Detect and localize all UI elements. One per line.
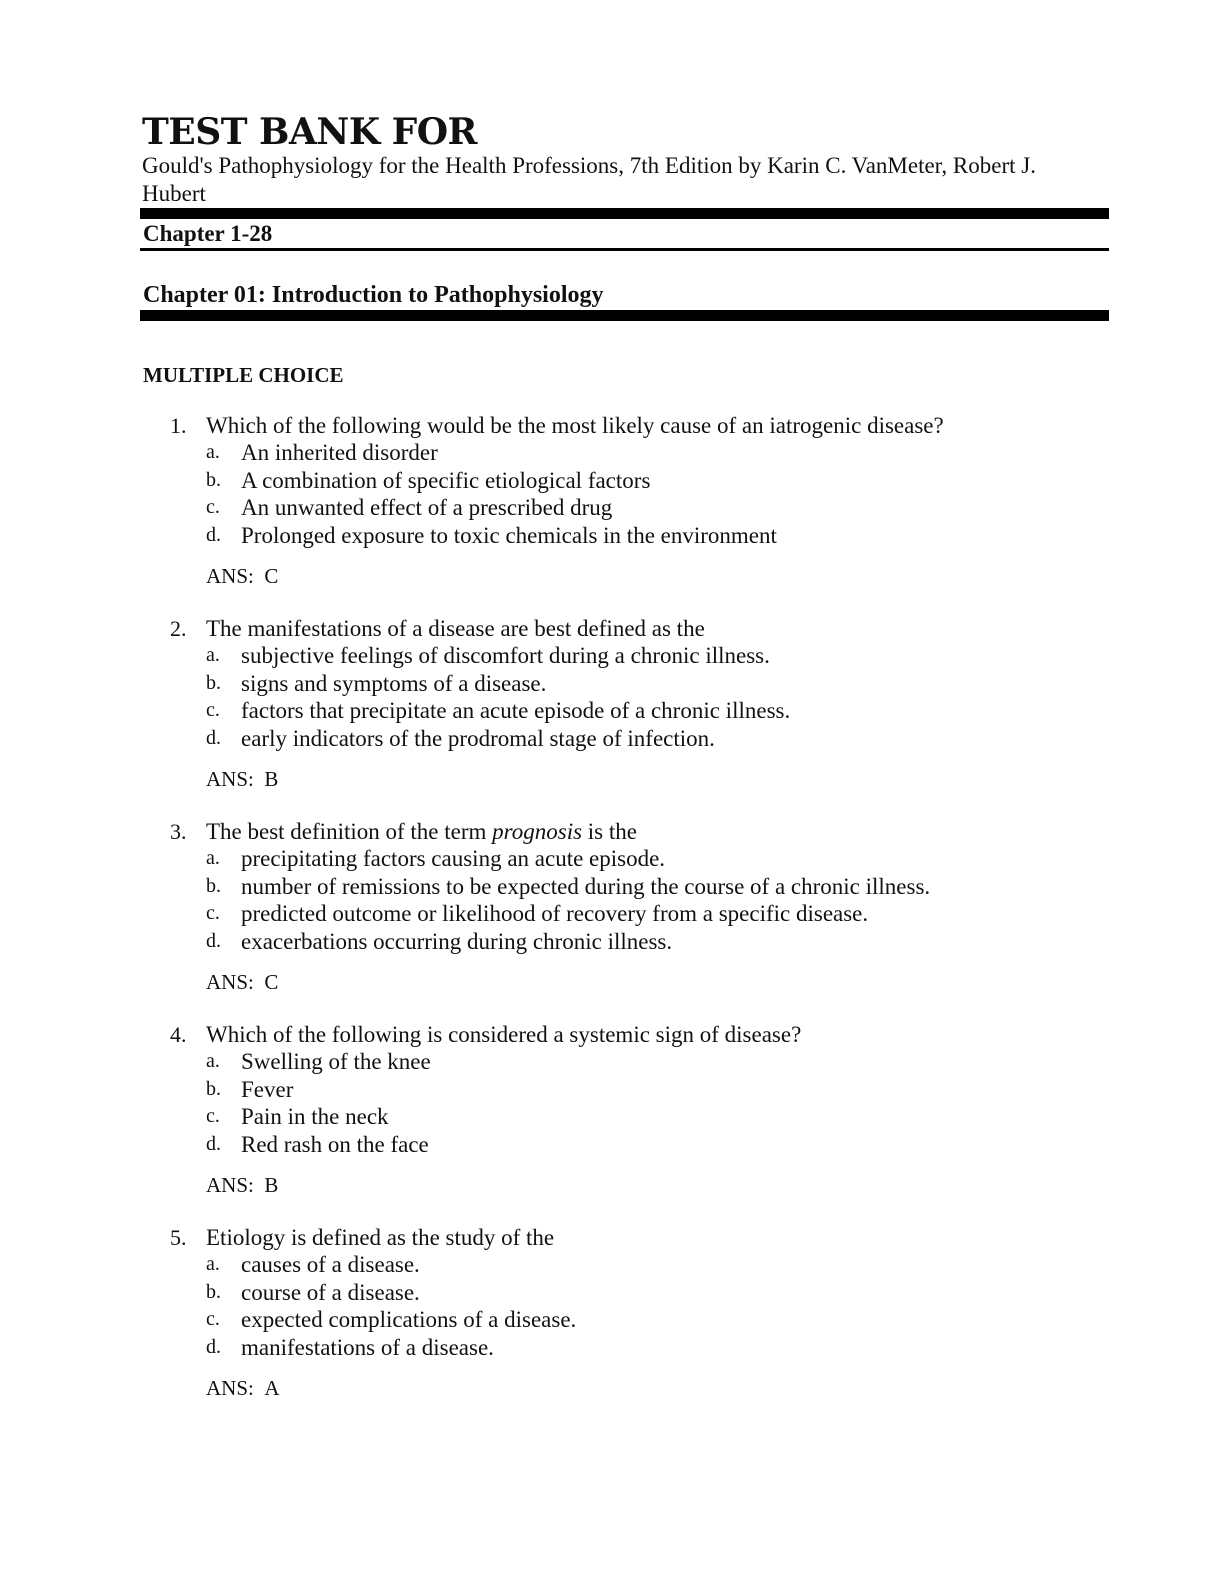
answer-key	[206, 766, 278, 792]
option-letter: c.	[206, 496, 220, 518]
answer-label: ANS:	[206, 767, 254, 791]
option-text: Red rash on the face	[241, 1132, 429, 1157]
answer-value: C	[264, 970, 279, 994]
header-rule-thick	[140, 208, 1109, 219]
answer-option	[0, 642, 1224, 669]
answer-label: ANS:	[206, 970, 254, 994]
option-letter: d.	[206, 1133, 221, 1155]
answer-label: ANS:	[206, 564, 254, 588]
stem-term-italic: prognosis	[492, 819, 583, 844]
answer-option	[0, 873, 1224, 900]
answer-value: A	[264, 1376, 280, 1400]
answer-option	[0, 1306, 1224, 1333]
section-heading: MULTIPLE CHOICE	[143, 363, 344, 387]
question-item	[0, 615, 1224, 818]
answer-option	[0, 522, 1224, 549]
option-text: factors that precipitate an acute episode of a chronic illness.	[241, 698, 791, 723]
answer-option	[0, 845, 1224, 872]
option-letter: b.	[206, 672, 221, 694]
answer-option	[0, 467, 1224, 494]
option-text: precipitating factors causing an acute episode.	[241, 846, 666, 871]
option-letter: b.	[206, 875, 221, 897]
answer-option	[0, 439, 1224, 466]
option-text: subjective feelings of discomfort during a chronic illness.	[241, 643, 770, 668]
option-text: exacerbations occurring during chronic illness.	[241, 929, 673, 954]
answer-key	[206, 1172, 278, 1198]
question-stem	[206, 818, 637, 846]
option-text: manifestations of a disease.	[241, 1335, 494, 1360]
chapter-range: Chapter 1-28	[143, 221, 273, 246]
answer-option	[0, 1048, 1224, 1075]
question-number: 1.	[170, 413, 187, 438]
question-item	[0, 412, 1224, 615]
option-letter: a.	[206, 644, 220, 666]
option-text: predicted outcome or likelihood of recovery from a specific disease.	[241, 901, 869, 926]
chapter-rule-thick	[140, 310, 1109, 321]
option-text: An unwanted effect of a prescribed drug	[241, 495, 613, 520]
answer-key	[206, 969, 278, 995]
answer-value: B	[264, 1173, 279, 1197]
question-number: 2.	[170, 616, 187, 641]
option-letter: a.	[206, 1050, 220, 1072]
option-text: Pain in the neck	[241, 1104, 389, 1129]
option-letter: c.	[206, 1308, 220, 1330]
question-item	[0, 1021, 1224, 1224]
option-letter: b.	[206, 469, 221, 491]
answer-label: ANS:	[206, 1376, 254, 1400]
chapter-title: Chapter 01: Introduction to Pathophysiology	[143, 282, 604, 308]
answer-key	[206, 1375, 280, 1401]
option-text: Swelling of the knee	[241, 1049, 431, 1074]
question-stem: Etiology is defined as the study of the	[206, 1225, 555, 1250]
option-text: number of remissions to be expected during the course of a chronic illness.	[241, 874, 931, 899]
question-stem: Which of the following would be the most likely cause of an iatrogenic disease?	[206, 413, 944, 438]
answer-option	[0, 725, 1224, 752]
option-letter: c.	[206, 902, 220, 924]
answer-option	[0, 928, 1224, 955]
option-text: course of a disease.	[241, 1280, 420, 1305]
option-text: A combination of specific etiological factors	[241, 468, 651, 493]
answer-option	[0, 1131, 1224, 1158]
answer-value: B	[264, 767, 279, 791]
option-letter: d.	[206, 930, 221, 952]
document-title: TEST BANK FOR	[142, 111, 477, 153]
book-subtitle: Gould's Pathophysiology for the Health Professions, 7th Edition by Karin C. VanMeter, Robert J. Hubert	[142, 153, 1036, 206]
option-letter: a.	[206, 441, 220, 463]
answer-option	[0, 900, 1224, 927]
option-letter: a.	[206, 847, 220, 869]
option-letter: b.	[206, 1078, 221, 1100]
option-text: An inherited disorder	[241, 440, 438, 465]
answer-option	[0, 1076, 1224, 1103]
option-text: expected complications of a disease.	[241, 1307, 577, 1332]
option-letter: a.	[206, 1253, 220, 1275]
answer-option	[0, 1251, 1224, 1278]
option-letter: b.	[206, 1281, 221, 1303]
question-stem: Which of the following is considered a systemic sign of disease?	[206, 1022, 802, 1047]
option-text: Fever	[241, 1077, 294, 1102]
question-number: 3.	[170, 819, 187, 844]
stem-text-after: is the	[582, 819, 637, 844]
answer-option	[0, 1279, 1224, 1306]
answer-option	[0, 670, 1224, 697]
answer-label: ANS:	[206, 1173, 254, 1197]
stem-text-before: The best definition of the term	[206, 819, 493, 844]
question-stem: The manifestations of a disease are best defined as the	[206, 616, 705, 641]
option-letter: d.	[206, 1336, 221, 1358]
question-number: 4.	[170, 1022, 187, 1047]
option-text: Prolonged exposure to toxic chemicals in the environment	[241, 523, 777, 548]
option-text: causes of a disease.	[241, 1252, 420, 1277]
option-text: signs and symptoms of a disease.	[241, 671, 547, 696]
answer-value: C	[264, 564, 279, 588]
option-letter: d.	[206, 524, 221, 546]
answer-option	[0, 697, 1224, 724]
answer-option	[0, 1103, 1224, 1130]
option-text: early indicators of the prodromal stage of infection.	[241, 726, 715, 751]
answer-option	[0, 494, 1224, 521]
question-list	[0, 412, 1224, 1427]
answer-key	[206, 563, 278, 589]
option-letter: c.	[206, 699, 220, 721]
option-letter: d.	[206, 727, 221, 749]
option-letter: c.	[206, 1105, 220, 1127]
header-rule-thin	[140, 248, 1109, 251]
answer-option	[0, 1334, 1224, 1361]
question-item	[0, 1224, 1224, 1427]
question-number: 5.	[170, 1225, 187, 1250]
question-item	[0, 818, 1224, 1021]
